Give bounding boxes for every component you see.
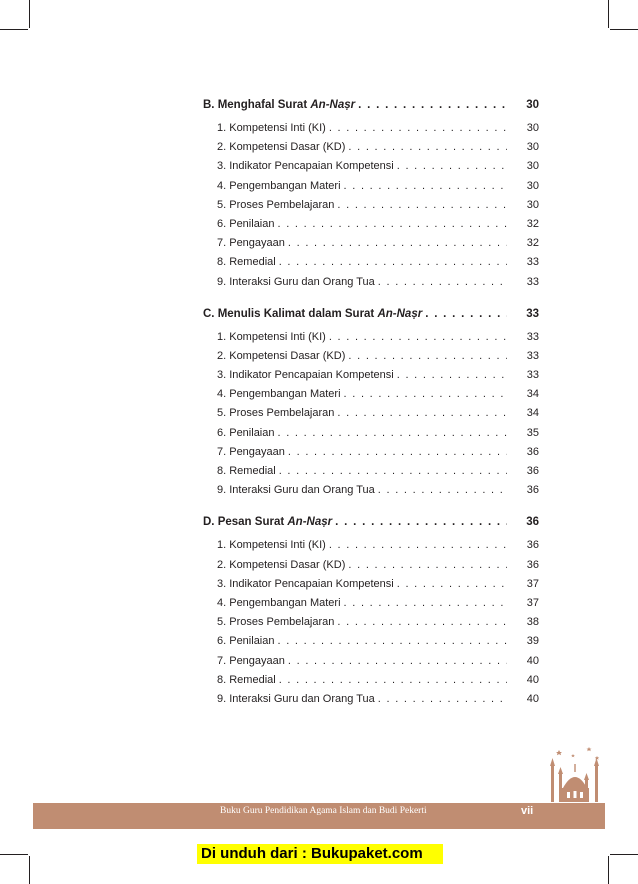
item-label: 2. Kompetensi Dasar (KD) [217,141,346,154]
crop-mark-bottom-left-v [29,856,30,884]
section-page: 33 [526,307,539,320]
toc-item[interactable] [203,215,539,234]
item-label: 7. Pengayaan [217,654,285,667]
toc-item[interactable] [203,157,539,176]
toc-item[interactable] [203,347,539,366]
leader-dots [329,122,507,135]
item-page: 33 [526,369,539,382]
section-page: 36 [526,516,539,529]
item-page: 33 [526,275,539,288]
item-page: 33 [526,256,539,269]
leader-dots [278,635,508,648]
toc-item[interactable] [203,424,539,443]
item-page: 36 [526,484,539,497]
toc-item[interactable] [203,462,539,481]
leader-dots [279,465,507,478]
leader-dots [288,237,507,250]
leader-dots [378,693,507,706]
section-title: B. Menghafal Surat An-Naṣr [203,99,356,111]
item-label: 1. Kompetensi Inti (KI) [217,539,326,552]
leader-dots [329,539,507,552]
item-page: 40 [526,673,539,686]
toc-section-heading[interactable] [203,514,539,536]
leader-dots [397,578,507,591]
item-page: 40 [526,654,539,667]
crop-mark-top-left-h [0,29,28,30]
item-label: 9. Interaksi Guru dan Orang Tua [217,692,375,705]
item-label: 2. Kompetensi Dasar (KD) [217,349,346,362]
item-page: 30 [526,179,539,192]
leader-dots [288,655,507,668]
item-page: 36 [526,445,539,458]
item-page: 35 [526,426,539,439]
item-page: 32 [526,237,539,250]
crop-mark-bottom-left-h [0,854,28,855]
leader-dots [425,308,507,321]
leader-dots [279,256,507,269]
leader-dots [348,141,507,154]
section-gap [203,292,539,306]
leader-dots [378,276,507,289]
item-label: 1. Kompetensi Inti (KI) [217,122,326,134]
leader-dots [337,199,507,212]
item-page: 36 [526,465,539,477]
toc-item[interactable] [203,119,539,138]
leader-dots [337,407,507,420]
section-gap [203,500,539,514]
leader-dots [344,180,507,193]
toc-item[interactable] [203,556,539,575]
toc-item[interactable] [203,652,539,671]
crop-mark-top-right-v [608,0,609,28]
item-label: 6. Penilaian [217,217,275,230]
toc-item[interactable] [203,273,539,292]
item-page: 30 [526,160,539,173]
item-page: 39 [526,635,539,648]
item-page: 34 [526,407,539,420]
toc-section-heading[interactable] [203,306,539,328]
toc-section-b [203,97,539,292]
leader-dots [378,484,507,497]
item-label: 3. Indikator Pencapaian Kompetensi [217,160,394,173]
leader-dots [397,160,507,173]
crop-mark-bottom-right-h [610,854,638,855]
toc-item[interactable] [203,443,539,462]
leader-dots [278,218,508,231]
leader-dots [278,427,508,440]
item-label: 6. Penilaian [217,635,275,648]
crop-mark-top-right-h [610,29,638,30]
item-page: 36 [526,539,539,552]
item-page: 37 [526,577,539,590]
leader-dots [344,388,507,401]
item-label: 8. Remedial [217,256,276,269]
item-label: 8. Remedial [217,673,276,686]
toc-item[interactable] [203,594,539,613]
item-label: 6. Penilaian [217,426,275,439]
toc-item[interactable] [203,366,539,385]
section-title: C. Menulis Kalimat dalam Surat An-Naṣr [203,307,423,320]
toc-item[interactable] [203,234,539,253]
item-page: 32 [526,217,539,230]
item-label: 7. Pengayaan [217,237,285,250]
item-label: 3. Indikator Pencapaian Kompetensi [217,369,394,382]
toc-item[interactable] [203,536,539,555]
toc-item[interactable] [203,632,539,651]
toc-section-c [203,306,539,501]
crop-mark-bottom-right-v [608,856,609,884]
section-page: 30 [526,99,539,111]
item-label: 7. Pengayaan [217,445,285,458]
leader-dots [288,446,507,459]
item-label: 8. Remedial [217,465,276,477]
leader-dots [329,331,507,344]
toc-item[interactable] [203,671,539,690]
toc-section-d [203,514,539,709]
footer-page-number: vii [521,805,534,817]
item-label: 9. Interaksi Guru dan Orang Tua [217,484,375,497]
toc-item[interactable] [203,575,539,594]
item-page: 33 [526,349,539,362]
item-page: 30 [526,141,539,154]
leader-dots [348,350,507,363]
leader-dots [279,674,507,687]
item-label: 5. Proses Pembelajaran [217,198,335,211]
toc-item[interactable] [203,328,539,347]
item-label: 5. Proses Pembelajaran [217,616,335,629]
item-page: 40 [526,692,539,705]
item-label: 5. Proses Pembelajaran [217,407,335,420]
item-page: 30 [526,122,539,134]
item-page: 36 [526,558,539,571]
toc-item[interactable] [203,253,539,272]
item-page: 33 [526,330,539,343]
item-label: 4. Pengembangan Materi [217,179,341,192]
leader-dots [335,516,507,529]
toc-item[interactable] [203,690,539,709]
item-label: 3. Indikator Pencapaian Kompetensi [217,577,394,590]
item-page: 30 [526,198,539,211]
section-title: D. Pesan Surat An-Naṣr [203,516,333,529]
footer-book-title: Buku Guru Pendidikan Agama Islam dan Budi Pekerti [220,806,427,816]
item-label: 4. Pengembangan Materi [217,388,341,401]
toc-item[interactable] [203,177,539,196]
leader-dots [344,597,507,610]
leader-dots [348,559,507,572]
leader-dots [358,99,507,112]
toc-item[interactable] [203,138,539,157]
toc-section-heading[interactable] [203,97,539,119]
crop-mark-top-left-v [29,0,30,28]
item-label: 2. Kompetensi Dasar (KD) [217,558,346,571]
leader-dots [337,616,507,629]
item-page: 34 [526,388,539,401]
item-label: 1. Kompetensi Inti (KI) [217,330,326,343]
toc-item[interactable] [203,481,539,500]
item-page: 38 [526,616,539,629]
leader-dots [397,369,507,382]
toc-item[interactable] [203,613,539,632]
download-banner[interactable]: Di unduh dari : Bukupaket.com [197,844,443,864]
toc-item[interactable] [203,196,539,215]
toc-item[interactable] [203,404,539,423]
table-of-contents [203,97,539,709]
item-page: 37 [526,596,539,609]
item-label: 4. Pengembangan Materi [217,596,341,609]
toc-item[interactable] [203,385,539,404]
item-label: 9. Interaksi Guru dan Orang Tua [217,275,375,288]
mosque-icon [545,744,605,804]
